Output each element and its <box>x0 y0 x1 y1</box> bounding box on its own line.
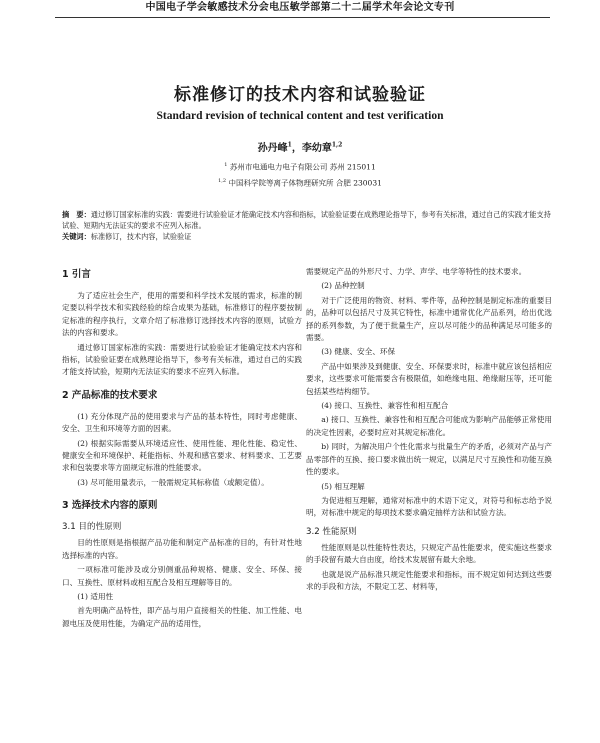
abstract-block <box>62 209 556 242</box>
paragraph: 通过修订国家标准的实践：需要进行试验验证才能确定技术内容和指标，试验验证要在成熟理论指导下，参考有关标准，通过自己的实践才能支持试验，短期内无法证实的要求不应列入标准。 <box>62 342 302 377</box>
affiliation <box>0 176 600 189</box>
paragraph: 产品中如果涉及到健康、安全、环保要求时，标准中就应该包括相应要求，这些要求可能需要含有极限值，如绝缘电阻、绝缘耐压等，还可能包括某些结构细节。 <box>306 361 552 396</box>
paragraph: 一项标准可能涉及或分别侧重品种规格、健康、安全、环保、接口、互换性、原材料或相互配合及相互理解等目的。 <box>62 565 302 587</box>
author-separator: ， <box>291 143 302 154</box>
paper-english-title: Standard revision of technical content and test verification <box>156 110 444 122</box>
header-rule <box>55 17 550 18</box>
paragraph: 为了适应社会生产，使用的需要和科学技术发展的需求，标准的制定要以科学技术和实践经验的综合成果为基础，标准修订的程序要按制定标准的程序执行，文章介绍了标准修订选择技术内容的原则，试验方法的内容和要求。 <box>62 291 302 338</box>
author-list <box>0 139 600 154</box>
paragraph: (5) 相互理解 <box>321 481 365 491</box>
paragraph: (2) 根据实际需要从环境适应性、使用性能、理化性能、稳定性、健康安全和环境保护、耗能指标、外观和感官要求、材料要求、工艺要求和包装要求等方面规定标准的性能要求。 <box>62 438 302 473</box>
section-heading: 2 产品标准的技术要求 <box>62 389 158 401</box>
author-name: 孙丹峰 <box>257 143 288 154</box>
section-heading: 1 引言 <box>62 269 91 280</box>
paragraph: (3) 尽可能用量表示，一般需规定其标称值（或额定值）。 <box>77 477 269 487</box>
author-mark: 1 <box>287 141 292 149</box>
paragraph: (4) 接口、互换性、兼容性和相互配合 <box>321 401 449 411</box>
affiliation-mark: 1,2 <box>218 178 227 184</box>
paragraph: 目的性原则是指根据产品功能和制定产品标准的目的，有针对性地选择标准的内容。 <box>62 538 302 560</box>
paragraph: 为促进相互理解，通常对标准中的术语下定义，对符号和标志给予说明，对标准中规定的每项技术要求确定抽样方法和试验方法。 <box>306 495 552 518</box>
keywords-text: 标准修订，技术内容，试验验证 <box>90 232 192 241</box>
paragraph: (1) 适用性 <box>77 591 114 601</box>
affiliation-text: 苏州市电通电力电子有限公司 苏州 215011 <box>229 162 376 172</box>
abstract-label: 摘 要： <box>62 210 91 219</box>
abstract-text: 通过修订国家标准的实践：需要进行试验验证才能确定技术内容和指标，试验验证要在成熟理论指导下，参考有关标准，通过自己的实践才能支持试验、短期内无法证实的要求不应列入标准。 <box>62 210 551 230</box>
section-heading: 3 选择技术内容的原则 <box>62 500 158 512</box>
keywords-label: 关键词： <box>62 232 91 241</box>
affiliation-text: 中国科学院等离子体物理研究所 合肥 230031 <box>228 178 382 188</box>
subsection-heading: 3.2 性能原则 <box>306 526 357 537</box>
paragraph: (1) 充分体现产品的使用要求与产品的基本特性，同时考虑健康、安全、卫生和环境等方面的因素。 <box>62 411 302 434</box>
author-mark: 1,2 <box>331 141 343 149</box>
paragraph: a) 接口、互换性、兼容性和相互配合可能成为影响产品能够正常使用的决定性因素，必要时应对其规定标准化。 <box>306 415 552 437</box>
paragraph: 也就是说产品标准只规定性能要求和指标，而不规定如何达到这些要求的手段和方法，不限定工艺、材料等， <box>306 569 552 591</box>
paragraph: 首先明确产品特性，即产品与用户直接相关的性能、加工性能、电源电压及使用性能，为确定产品的适用性， <box>62 606 302 628</box>
paragraph: 性能原则是以性能特性表达，只规定产品性能要求，使实施这些要求的手段留有最大自由度，给技术发展留有最大余地。 <box>306 542 552 565</box>
keywords <box>62 231 556 242</box>
affiliation-mark: 1 <box>224 162 228 168</box>
paragraph: (2) 品种控制 <box>321 281 365 291</box>
affiliation <box>0 160 600 173</box>
paper-title: 标准修订的技术内容和试验验证 <box>174 85 426 105</box>
subsection-heading: 3.1 目的性原则 <box>62 522 122 533</box>
paragraph: 对于广泛使用的物资、材料、零件等，品种控制是制定标准的重要目的，品种可以包括尺寸及其它特性，标准中通常优化产品系列，给出优选择的系列参数，为了便于批量生产，应以尽可能少的品种满足尽可能多的需要。 <box>306 295 552 343</box>
right-column <box>306 266 552 595</box>
author-name: 李幼章 <box>301 143 332 154</box>
paragraph: b) 同时，为解决用户个性化需求与批量生产的矛盾，必须对产品与产品零部件的互换、接口要求做出统一规定，以满足尺寸互换性和功能互换性的要求。 <box>306 442 552 477</box>
paragraph: 需要规定产品的外形尺寸、力学、声学、电学等特性的技术要求。 <box>306 267 527 276</box>
paragraph: (3) 健康、安全、环保 <box>321 347 396 357</box>
abstract <box>62 209 556 231</box>
running-header: 中国电子学会敏感技术分会电压敏学部第二十二届学术年会论文专刊 <box>145 2 455 13</box>
left-column <box>62 268 302 632</box>
